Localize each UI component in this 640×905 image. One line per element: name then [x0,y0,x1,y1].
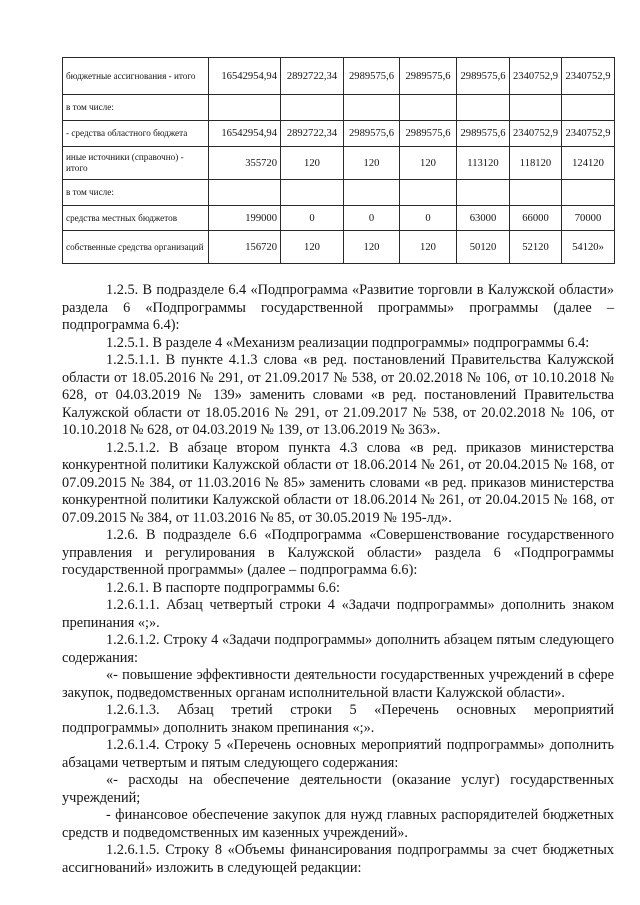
row-label: собственные средства организаций [63,231,209,264]
table-cell [209,95,281,121]
table-cell [281,95,344,121]
table-row [63,206,615,231]
table-cell: 120 [344,147,400,180]
paragraph: 1.2.6.1.3. Абзац третий строки 5 «Перечень основных мероприятий подпрограммы» дополнить знаком препинания «;». [62,702,614,736]
table-cell: 63000 [457,206,510,231]
table-cell [562,180,615,206]
table-cell: 113120 [457,147,510,180]
row-label: средства местных бюджетов [63,206,209,231]
row-label: в том числе: [63,180,209,206]
table-cell: 50120 [457,231,510,264]
table-cell: 2340752,9 [562,121,615,147]
table-cell: 2892722,34 [281,121,344,147]
paragraph: «- повышение эффективности деятельности государственных учреждений в сфере закупок, подведомственных органам исполнительной власти Калужской области». [62,667,614,701]
row-label: иные источники (справочно) - итого [63,147,209,180]
paragraph: 1.2.5.1. В разделе 4 «Механизм реализации подпрограммы» подпрограммы 6.4: [106,334,590,351]
table-cell: 16542954,94 [209,121,281,147]
paragraph: 1.2.6.1.4. Строку 5 «Перечень основных мероприятий подпрограммы» дополнить абзацами четвертым и пятым следующего содержания: [62,737,614,771]
table-cell [281,180,344,206]
paragraph: 1.2.6. В подразделе 6.6 «Подпрограмма «Совершенствование государственного управления и регулирования в Калужской области» раздела 6 «Подпрограммы государственной программы» (далее – подпрограмма 6.6): [62,527,614,578]
table-cell [344,95,400,121]
table-cell [562,95,615,121]
paragraph: 1.2.5. В подразделе 6.4 «Подпрограмма «Развитие торговли в Калужской области» раздела 6 «Подпрограммы государственной программы» программы (далее – подпрограмма 6.4): [62,282,614,333]
row-label: в том числе: [63,95,209,121]
table-row [63,121,615,147]
table-cell: 2989575,6 [457,121,510,147]
row-label: - средства областного бюджета [63,121,209,147]
table-cell: 120 [400,231,457,264]
table-cell: 2989575,6 [400,121,457,147]
paragraph: 1.2.5.1.1. В пункте 4.1.3 слова «в ред. постановлений Правительства Калужской области от 18.05.2016 № 291, от 21.09.2017 № 538, от 20.02.2018 № 106, от 10.10.2018 № 628, от 04.03.2019 № 139» заменить словами «в ред. постановлений Правительства Калужской области от 18.05.2016 № 291, от 21.09.2017 № 538, от 20.02.2018 № 106, от 10.10.2018 № 628, от 04.03.2019 № 139, от 13.06.2019 № 363». [62,352,614,438]
paragraph: 1.2.6.1. В паспорте подпрограммы 6.6: [106,579,340,596]
table-cell [510,180,562,206]
table-cell: 2340752,9 [562,58,615,95]
paragraph: «- расходы на обеспечение деятельности (оказание услуг) государственных учреждений; [62,772,614,806]
table-cell: 0 [344,206,400,231]
table-row [63,147,615,180]
table-cell: 120 [344,231,400,264]
table-cell: 124120 [562,147,615,180]
table-cell: 52120 [510,231,562,264]
table-cell: 2989575,6 [400,58,457,95]
table-cell [457,95,510,121]
table-cell: 118120 [510,147,562,180]
table-cell: 54120» [562,231,615,264]
table-cell: 355720 [209,147,281,180]
table-cell: 120 [281,231,344,264]
table-cell [457,180,510,206]
paragraph: 1.2.5.1.2. В абзаце втором пункта 4.3 слова «в ред. приказов министерства конкурентной политики Калужской области от 18.06.2014 № 261, от 20.04.2015 № 168, от 07.09.2015 № 384, от 11.03.2016 № 85» заменить словами «в ред. приказов министерства конкурентной политики Калужской области от 18.06.2014 № 261, от 20.04.2015 № 168, от 07.09.2015 № 384, от 11.03.2016 № 85, от 30.05.2019 № 195-лд». [62,439,614,526]
table-row [63,58,615,95]
table-cell [510,95,562,121]
table-cell: 2989575,6 [344,58,400,95]
paragraph: - финансовое обеспечение закупок для нужд главных распорядителей бюджетных средств и подведомственных им казенных учреждений». [62,807,614,841]
table-cell: 120 [400,147,457,180]
table-cell: 2340752,9 [510,58,562,95]
table-row [63,95,615,121]
table-cell: 16542954,94 [209,58,281,95]
paragraph: 1.2.6.1.2. Строку 4 «Задачи подпрограммы» дополнить абзацем пятым следующего содержания: [62,632,614,666]
table-cell: 2989575,6 [457,58,510,95]
table-cell: 2892722,34 [281,58,344,95]
table-cell: 2340752,9 [510,121,562,147]
table-cell: 120 [281,147,344,180]
document-body [62,282,614,877]
table-cell: 66000 [510,206,562,231]
table-cell [400,95,457,121]
table-cell: 2989575,6 [344,121,400,147]
table-cell: 199000 [209,206,281,231]
paragraph: 1.2.6.1.5. Строку 8 «Объемы финансирования подпрограммы за счет бюджетных ассигнований» изложить в следующей редакции: [62,842,614,876]
table-cell: 70000 [562,206,615,231]
table-cell: 0 [281,206,344,231]
table-row [63,231,615,264]
table-cell [209,180,281,206]
budget-table [62,57,615,264]
paragraph: 1.2.6.1.1. Абзац четвертый строки 4 «Задачи подпрограммы» дополнить знаком препинания «;». [62,597,614,631]
table-row [63,180,615,206]
table-cell: 0 [400,206,457,231]
table-cell: 156720 [209,231,281,264]
table-cell [344,180,400,206]
table-cell [400,180,457,206]
row-label: бюджетные ассигнования - итого [63,58,209,95]
